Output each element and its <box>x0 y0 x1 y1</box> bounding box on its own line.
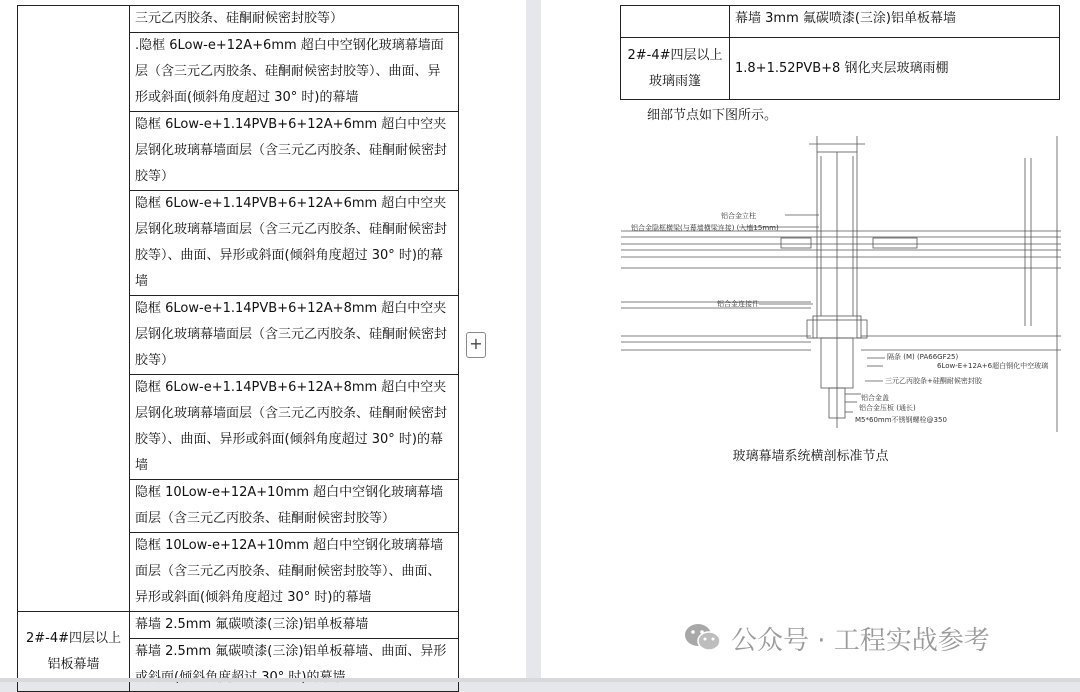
label-spacer: 隔条 (M) (PA66GF25) <box>887 353 959 361</box>
table-cell: 1.8+1.52PVB+8 钢化夹层玻璃雨棚 <box>730 38 1060 100</box>
table-cell: 幕墙 2.5mm 氟碳喷漆(三涂)铝单板幕墙 <box>130 612 459 639</box>
label-glass: 6Low-E+12A+6超白钢化中空玻璃 <box>937 362 1049 370</box>
table-cell-empty <box>621 6 730 38</box>
document-page-left <box>0 0 526 682</box>
figure-caption: 玻璃幕墙系统横剖标准节点 <box>732 449 889 464</box>
location-cell: 2#-4#四层以上玻璃雨篷 <box>621 38 730 100</box>
page-gutter <box>526 0 541 682</box>
watermark-text: 公众号 · 工程实战参考 <box>731 625 990 656</box>
table-cell: .隐框 6Low-e+12A+6mm 超白中空钢化玻璃幕墙面层（含三元乙丙胶条、硅酮耐候密封胶等）、曲面、异形或斜面(倾斜角度超过 30° 时)的幕墙 <box>130 33 459 112</box>
table-row <box>621 38 1060 100</box>
table-cell: 隐框 6Low-e+1.14PVB+6+12A+6mm 超白中空夹层钢化玻璃幕墙面层（含三元乙丙胶条、硅酮耐候密封胶等）、曲面、异形或斜面(倾斜角度超过 30° 时)的幕墙 <box>130 191 459 296</box>
watermark <box>683 619 990 657</box>
intro-text: 细部节点如下图所示。 <box>647 108 778 123</box>
table-cell: 隐框 6Low-e+1.14PVB+6+12A+6mm 超白中空夹层钢化玻璃幕墙面层（含三元乙丙胶条、硅酮耐候密封胶等） <box>130 112 459 191</box>
wechat-icon <box>683 622 723 654</box>
table-cell: 幕墙 2.5mm 氟碳喷漆(三涂)铝单板幕墙、曲面、异形 <box>130 639 459 692</box>
table-row <box>18 6 459 33</box>
horizontal-scrollbar[interactable] <box>0 678 1080 682</box>
curtain-wall-section-drawing <box>621 136 1061 432</box>
table-row <box>18 612 459 639</box>
table-cell-empty <box>18 6 130 612</box>
table-row <box>621 6 1060 38</box>
label-gasket: 三元乙丙胶条+硅酮耐候密封胶 <box>885 377 982 385</box>
label-column: 铝合金立柱 <box>721 212 756 220</box>
label-pressure-plate: 铝合金压板 (通长) <box>859 404 916 412</box>
spec-table-right <box>620 5 1060 100</box>
label-bolt-cap: 铝合金盖 <box>861 394 889 402</box>
table-cell: 隐框 10Low-e+12A+10mm 超白中空钢化玻璃幕墙面层（含三元乙丙胶条、硅酮耐候密封胶等） <box>130 480 459 533</box>
table-cell: 幕墙 3mm 氟碳喷漆(三涂)铝单板幕墙 <box>730 6 1060 38</box>
label-hidden-frame: 铝合金隐框横梁(与幕墙横梁连接) (入墙15mm) <box>631 224 779 232</box>
label-connector: 铝合金连接件 <box>717 300 759 308</box>
location-cell: 2#-4#四层以上铝板幕墙 <box>18 612 130 692</box>
table-cell: 三元乙丙胶条、硅酮耐候密封胶等） <box>130 6 459 33</box>
table-cell: 隐框 6Low-e+1.14PVB+6+12A+8mm 超白中空夹层钢化玻璃幕墙面层（含三元乙丙胶条、硅酮耐候密封胶等） <box>130 296 459 375</box>
table-cell: 隐框 10Low-e+12A+10mm 超白中空钢化玻璃幕墙面层（含三元乙丙胶条、硅酮耐候密封胶等）、曲面、异形或斜面(倾斜角度超过 30° 时)的幕墙 <box>130 533 459 612</box>
document-page-right <box>541 0 1080 682</box>
add-row-button[interactable]: + <box>466 332 486 358</box>
table-cell: 隐框 6Low-e+1.14PVB+6+12A+8mm 超白中空夹层钢化玻璃幕墙面层（含三元乙丙胶条、硅酮耐候密封胶等）、曲面、异形或斜面(倾斜角度超过 30° 时)的幕墙 <box>130 375 459 480</box>
label-bolt: M5*60mm不锈钢螺栓@350 <box>855 416 947 424</box>
spec-table-left <box>17 5 459 692</box>
